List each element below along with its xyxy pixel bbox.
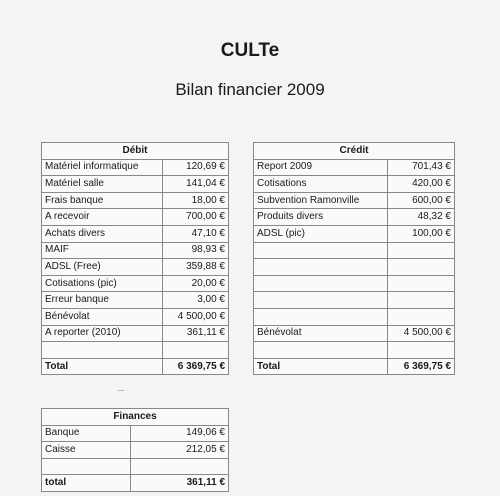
credit-row-amount: 701,43 €	[388, 159, 455, 176]
credit-row-amount	[388, 342, 455, 359]
table-row	[254, 192, 455, 209]
credit-row-label	[254, 242, 388, 259]
credit-row-amount: 420,00 €	[388, 176, 455, 193]
table-row	[42, 192, 229, 209]
credit-row-label: Subvention Ramonville	[254, 192, 388, 209]
scan-mark	[118, 390, 124, 391]
credit-row-amount: 4 500,00 €	[388, 325, 455, 342]
table-row	[254, 259, 455, 276]
debit-row-amount: 4 500,00 €	[163, 308, 229, 325]
debit-row-amount: 361,11 €	[163, 325, 229, 342]
table-row	[254, 275, 455, 292]
table-row	[254, 242, 455, 259]
debit-row-label: Achats divers	[42, 225, 163, 242]
debit-row-amount: 47,10 €	[163, 225, 229, 242]
debit-row-label: Frais banque	[42, 192, 163, 209]
finances-rows	[42, 425, 229, 491]
table-row	[42, 176, 229, 193]
finances-row-label: Caisse	[42, 442, 131, 459]
debit-row-amount: 18,00 €	[163, 192, 229, 209]
table-row	[254, 209, 455, 226]
credit-row-label: Cotisations	[254, 176, 388, 193]
debit-row-label: MAIF	[42, 242, 163, 259]
table-row	[42, 275, 229, 292]
table-row	[42, 242, 229, 259]
table-row	[42, 342, 229, 359]
debit-total-row	[42, 358, 229, 375]
table-row	[254, 176, 455, 193]
table-row	[42, 308, 229, 325]
debit-row-label	[42, 342, 163, 359]
credit-row-label	[254, 308, 388, 325]
credit-rows	[254, 159, 455, 375]
finances-total-amount: 361,11 €	[130, 475, 228, 492]
debit-total-amount: 6 369,75 €	[163, 358, 229, 375]
table-row	[254, 159, 455, 176]
debit-row-label: ADSL (Free)	[42, 259, 163, 276]
credit-row-label: Bénévolat	[254, 325, 388, 342]
credit-row-label	[254, 292, 388, 309]
debit-row-amount: 700,00 €	[163, 209, 229, 226]
debit-row-label: Erreur banque	[42, 292, 163, 309]
table-row	[42, 292, 229, 309]
credit-total-label: Total	[254, 358, 388, 375]
finances-row-label: Banque	[42, 425, 131, 442]
finances-row-amount	[130, 458, 228, 475]
credit-row-label	[254, 342, 388, 359]
debit-total-label: Total	[42, 358, 163, 375]
credit-row-amount	[388, 275, 455, 292]
debit-row-label: Matériel salle	[42, 176, 163, 193]
credit-total-row	[254, 358, 455, 375]
debit-header: Débit	[42, 143, 229, 160]
credit-row-amount: 48,32 €	[388, 209, 455, 226]
finances-total-label: total	[42, 475, 131, 492]
finances-total-row	[42, 475, 229, 492]
credit-row-amount	[388, 308, 455, 325]
credit-row-amount	[388, 259, 455, 276]
credit-row-label: Produits divers	[254, 209, 388, 226]
debit-row-amount: 20,00 €	[163, 275, 229, 292]
credit-header: Crédit	[254, 143, 455, 160]
debit-row-label: Cotisations (pic)	[42, 275, 163, 292]
finances-row-label	[42, 458, 131, 475]
credit-row-label: Report 2009	[254, 159, 388, 176]
debit-row-amount: 359,88 €	[163, 259, 229, 276]
debit-row-label: Matériel informatique	[42, 159, 163, 176]
table-row	[254, 342, 455, 359]
table-row	[42, 225, 229, 242]
debit-row-label: A recevoir	[42, 209, 163, 226]
credit-row-label	[254, 259, 388, 276]
table-row	[42, 442, 229, 459]
credit-row-amount: 100,00 €	[388, 225, 455, 242]
debit-rows	[42, 159, 229, 375]
debit-row-amount	[163, 342, 229, 359]
credit-total-amount: 6 369,75 €	[388, 358, 455, 375]
debit-table	[41, 142, 229, 375]
debit-row-amount: 3,00 €	[163, 292, 229, 309]
finances-table	[41, 408, 229, 492]
debit-row-label: A reporter (2010)	[42, 325, 163, 342]
credit-row-label	[254, 275, 388, 292]
document-title: CULTe	[220, 40, 280, 61]
debit-row-amount: 98,93 €	[163, 242, 229, 259]
table-row	[42, 209, 229, 226]
finances-header: Finances	[42, 409, 229, 426]
table-row	[254, 225, 455, 242]
debit-row-label: Bénévolat	[42, 308, 163, 325]
table-row	[42, 259, 229, 276]
document-subtitle: Bilan financier 2009	[175, 80, 325, 99]
table-row	[254, 308, 455, 325]
finances-row-amount: 212,05 €	[130, 442, 228, 459]
table-row	[42, 159, 229, 176]
credit-row-amount	[388, 292, 455, 309]
table-row	[42, 458, 229, 475]
table-row	[42, 425, 229, 442]
debit-row-amount: 141,04 €	[163, 176, 229, 193]
table-row	[42, 325, 229, 342]
finances-row-amount: 149,06 €	[130, 425, 228, 442]
credit-table	[253, 142, 455, 375]
debit-row-amount: 120,69 €	[163, 159, 229, 176]
table-row	[254, 292, 455, 309]
credit-row-amount	[388, 242, 455, 259]
credit-row-label: ADSL (pic)	[254, 225, 388, 242]
table-row	[254, 325, 455, 342]
credit-row-amount: 600,00 €	[388, 192, 455, 209]
